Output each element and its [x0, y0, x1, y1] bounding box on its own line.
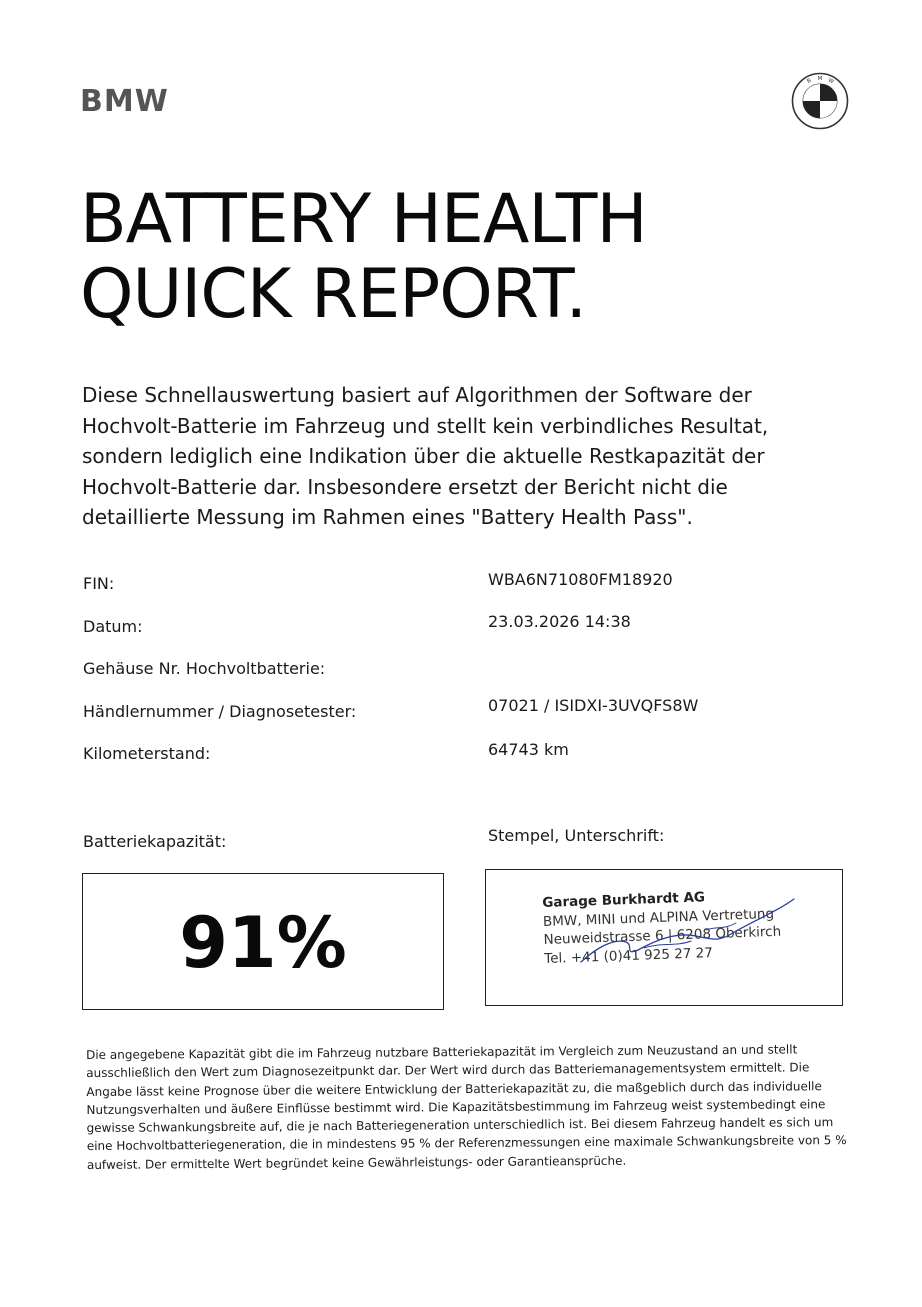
dealer-tester-label: Händlernummer / Diagnosetester:: [83, 702, 357, 721]
bmw-roundel-icon: [791, 72, 849, 130]
svg-text:M: M: [817, 76, 823, 82]
intro-paragraph: Diese Schnellauswertung basiert auf Algorithmen der Software der Hochvolt-Batterie im Fahrzeug und stellt kein verbindliches Resultat, sondern lediglich eine Indikation über die aktuelle Restkapazität der Hochvolt-Batterie dar. Insbesondere ersetzt der Bericht nicht die detaillierte Messung im Rahmen eines "Battery Health Pass".: [82, 383, 769, 529]
capacity-label: Batteriekapazität:: [83, 832, 227, 851]
datum-value: 23.03.2026 14:38: [488, 612, 631, 631]
stamp-box: [485, 869, 843, 1006]
dealer-tester-value: 07021 / ISIDXI-3UVQFS8W: [488, 696, 699, 715]
mileage-value: 64743 km: [488, 740, 569, 759]
mileage-label: Kilometerstand:: [83, 744, 211, 763]
capacity-box: [82, 873, 444, 1010]
fin-value: WBA6N71080FM18920: [488, 570, 673, 589]
battery-housing-label: Gehäuse Nr. Hochvoltbatterie:: [83, 659, 326, 678]
handwritten-signature: [526, 890, 826, 970]
svg-text:W: W: [827, 77, 835, 86]
report-title: [80, 182, 647, 332]
svg-text:B: B: [806, 77, 813, 85]
title-line-1: BATTERY HEALTH: [80, 180, 647, 259]
stamp-line-brands: BMW, MINI und ALPINA Vertretung: [542, 905, 775, 930]
disclaimer-text: Die angegebene Kapazität gibt die im Fahrzeug nutzbare Batteriekapazität im Vergleich zum Neuzustand an und stellt ausschließlich den Wert zum Diagnosezeitpunkt dar. Der Wert wird durch das Batteriemanagementsystem ermittelt. Die Angabe lässt keine Prognose über die weitere Entwicklung der Batteriekapazität zu, die maßgeblich durch das individuelle Nutzungsverhalten und äußere Einflüsse bestimmt wird. Die Kapazitätsbestimmung im Fahrzeug weist systembedingt eine gewisse Schwankungsbreite auf, die je nach Batteriegeneration unterschiedlich ist. Bei diesem Fahrzeug handelt es sich um eine Hochvoltbatteriegeneration, die in mindestens 95 % der Referenzmessungen eine maximale Schwankungsbreite von 5 % aufweist. Der ermittelte Wert begründet keine Gewährleistungs- oder Garantieansprüche.: [86, 1042, 847, 1172]
fin-label: FIN:: [83, 574, 115, 593]
stamp-label: Stempel, Unterschrift:: [488, 826, 665, 845]
stamp-line-phone: Tel. +41 (0)41 925 27 27: [543, 944, 714, 967]
title-line-2: QUICK REPORT.: [80, 255, 587, 334]
stamp-dealer-name: Garage Burkhardt AG: [542, 889, 706, 911]
bmw-wordmark: BMW: [80, 84, 169, 119]
capacity-value: 91%: [179, 902, 347, 984]
stamp-line-address: Neuweidstrasse 6 | 6208 Oberkirch: [543, 923, 782, 948]
datum-label: Datum:: [83, 617, 143, 636]
